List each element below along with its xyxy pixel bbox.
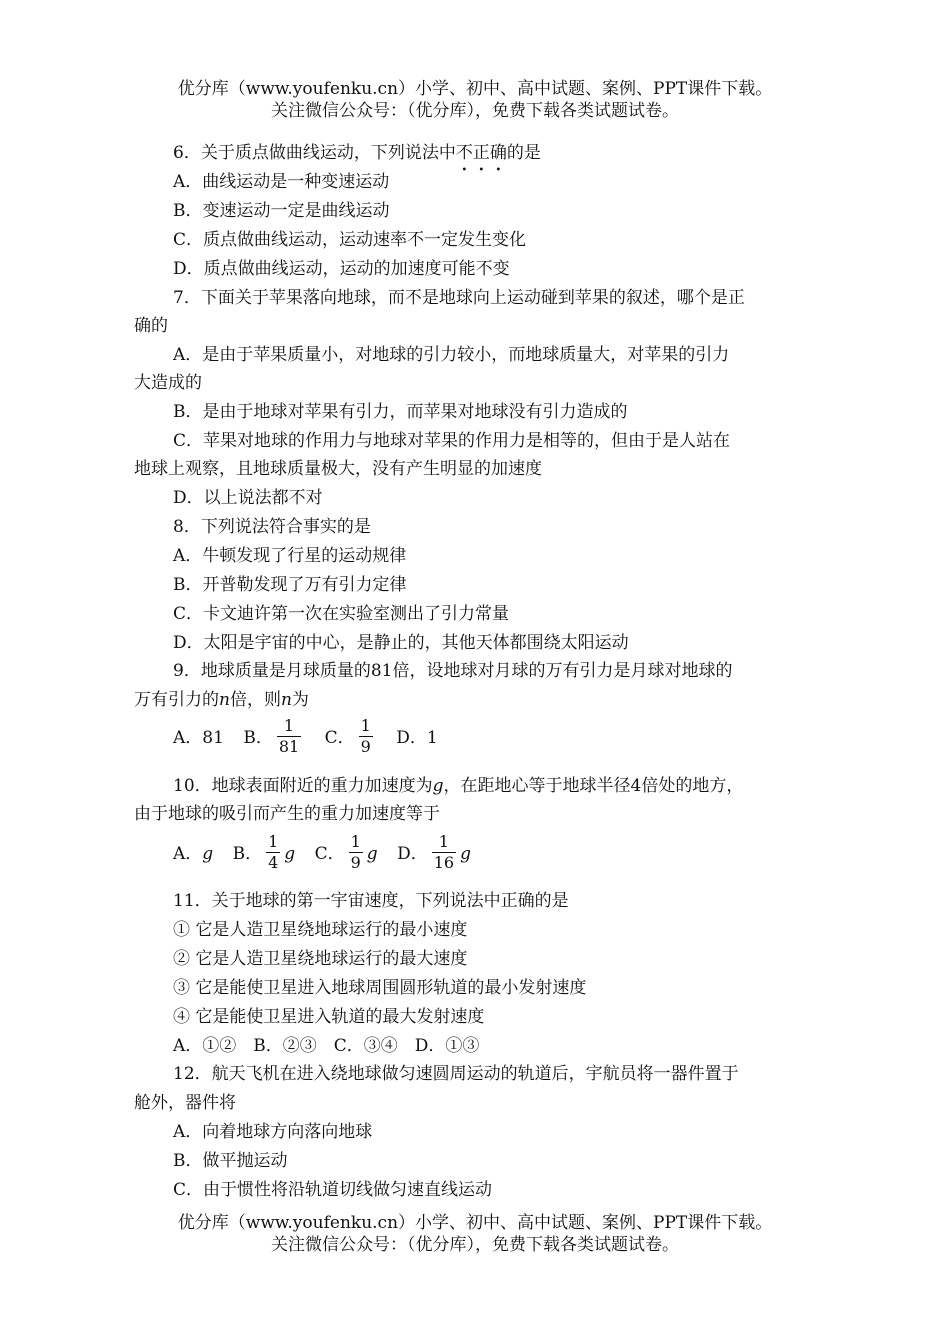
question-9-option-a: A．81 [173,728,224,748]
question-12-option-a: A．向着地球方向落向地球 [173,1122,373,1142]
fraction-1-81: $\frac{1}{81}$ [278,716,300,756]
question-11-statement-1: ① 它是人造卫星绕地球运行的最小速度 [173,920,468,940]
question-6-option-a: A．曲线运动是一种变速运动 [173,172,390,192]
question-6-option-b: B．变速运动一定是曲线运动 [173,201,390,221]
emphasis-char: 不 [455,143,473,163]
question-6-stem: 6．关于质点做曲线运动，下列说法中不正确的是 [173,143,541,163]
header-line-1: 优分库（www.youfenku.cn）小学、初中、高中试题、案例、PPT课件下载。 [177,79,773,99]
question-8-stem: 8．下列说法符合事实的是 [173,517,371,537]
question-7-option-c-line-2: 地球上观察，且地球质量极大，没有产生明显的加速度 [134,459,542,479]
footer-line-1: 优分库（www.youfenku.cn）小学、初中、高中试题、案例、PPT课件下载。 [177,1213,773,1233]
question-6-option-c: C．质点做曲线运动，运动速率不一定发生变化 [173,230,527,250]
variable-n: n [219,690,230,710]
question-9-option-d: D．1 [396,728,438,748]
question-7-option-c-line-1: C．苹果对地球的作用力与地球对苹果的作用力是相等的，但由于是人站在 [173,431,731,451]
question-10-stem-line-1: 10．地球表面附近的重力加速度为g，在距地心等于地球半径4倍处的地方， [173,776,744,796]
question-8-option-b: B．开普勒发现了万有引力定律 [173,575,407,595]
question-8-option-d: D．太阳是宇宙的中心，是静止的，其他天体都围绕太阳运动 [173,633,629,653]
emphasis-char: 确 [489,143,507,163]
question-9-stem-line-1: 9．地球质量是月球质量的81倍，设地球对月球的万有引力是月球对地球的 [173,661,733,681]
question-7-stem-line-2: 确的 [134,316,168,336]
question-10-stem-line-2: 由于地球的吸引而产生的重力加速度等于 [134,804,440,824]
question-11-statement-4: ④ 它是能使卫星进入轨道的最大发射速度 [173,1007,485,1027]
fraction-1-9: $\frac{1}{9}$ [360,716,371,756]
question-11-stem: 11．关于地球的第一宇宙速度，下列说法中正确的是 [173,891,569,911]
question-7-option-a-line-1: A．是由于苹果质量小，对地球的引力较小，而地球质量大，对苹果的引力 [173,345,730,365]
footer-line-2: 关注微信公众号：（优分库），免费下载各类试题试卷。 [271,1235,679,1255]
question-9-option-b-label: B． [243,728,273,748]
question-7-option-d: D．以上说法都不对 [173,488,323,508]
question-12-option-c: C．由于惯性将沿轨道切线做匀速直线运动 [173,1180,493,1200]
fraction-1-4: $\frac{1}{4}$ [268,832,279,872]
question-9-option-c-label: C． [324,728,355,748]
question-12-stem-line-2: 舱外，器件将 [134,1093,236,1113]
question-7-option-b: B．是由于地球对苹果有引力，而苹果对地球没有引力造成的 [173,402,628,422]
variable-n: n [280,690,292,710]
variable-g: g [432,776,444,796]
emphasis-char: 正 [472,143,490,163]
header-line-2: 关注微信公众号：（优分库），免费下载各类试题试卷。 [271,101,679,121]
question-8-option-a: A．牛顿发现了行星的运动规律 [173,546,407,566]
question-10-options: A．g B． $\frac{1}{4}$ g C． $\frac{1}{9}$ g D． $\frac{1}{16}$ g [173,832,471,872]
question-8-option-c: C．卡文迪许第一次在实验室测出了引力常量 [173,604,510,624]
question-11-statement-2: ② 它是人造卫星绕地球运行的最大速度 [173,949,468,969]
question-9-options [173,718,438,759]
question-12-option-b: B．做平抛运动 [173,1151,288,1171]
question-9-stem-line-2: 万有引力的n倍，则n为 [134,690,309,710]
question-12-stem-line-1: 12．航天飞机在进入绕地球做匀速圆周运动的轨道后，宇航员将一器件置于 [173,1064,739,1084]
fraction-1-16: $\frac{1}{16}$ [433,832,455,872]
question-7-stem-line-1: 7．下面关于苹果落向地球，而不是地球向上运动碰到苹果的叙述，哪个是正 [173,288,745,308]
question-11-statement-3: ③ 它是能使卫星进入地球周围圆形轨道的最小发射速度 [173,978,587,998]
question-7-option-a-line-2: 大造成的 [134,373,202,393]
question-6-option-d: D．质点做曲线运动，运动的加速度可能不变 [173,259,510,279]
question-11-choices: A．①② B．②③ C．③④ D．①③ [173,1036,480,1056]
fraction-1-9: $\frac{1}{9}$ [350,832,361,872]
